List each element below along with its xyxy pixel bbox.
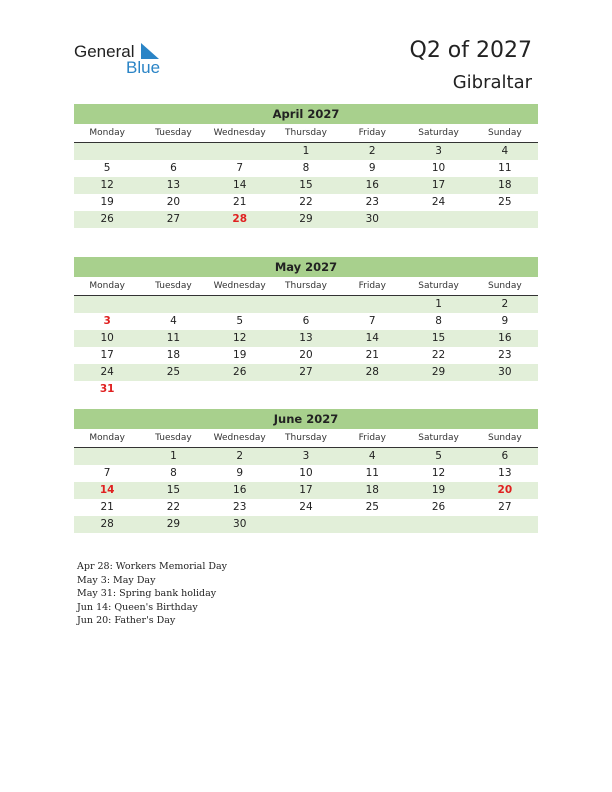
day-cell: 21 <box>365 349 379 361</box>
holiday-note: May 3: May Day <box>77 574 156 586</box>
day-cell: 27 <box>166 213 181 225</box>
day-cell <box>140 296 206 313</box>
day-cell: 18 <box>365 484 379 496</box>
day-cell: 6 <box>302 315 310 327</box>
day-cell: 22 <box>431 349 446 361</box>
weekday-label: Thursday <box>285 281 327 291</box>
day-cell: 29 <box>299 213 313 225</box>
day-cell: 3 <box>103 315 111 327</box>
day-cell: 3 <box>435 145 442 157</box>
day-cell: 19 <box>233 349 247 361</box>
day-cell: 8 <box>435 315 442 327</box>
weekday-label: Monday <box>89 128 125 138</box>
week-row <box>74 177 538 194</box>
day-cell: 23 <box>498 349 512 361</box>
day-cell <box>140 143 206 160</box>
day-cell: 6 <box>501 450 509 462</box>
page-title: Q2 of 2027 <box>409 38 532 63</box>
day-cell: 3 <box>302 450 310 462</box>
day-cell: 24 <box>299 501 313 513</box>
day-cell: 16 <box>498 332 512 344</box>
day-cell <box>74 448 140 465</box>
logo-blue-text: Blue <box>126 58 161 77</box>
weekday-header-row <box>74 430 538 448</box>
day-cell: 12 <box>233 332 247 344</box>
month-june <box>74 409 538 533</box>
weekday-label: Thursday <box>285 128 327 138</box>
weekday-label: Saturday <box>418 128 459 138</box>
day-cell <box>273 381 339 398</box>
weekday-label: Tuesday <box>155 128 192 138</box>
day-cell: 18 <box>166 349 181 361</box>
month-april <box>74 104 538 228</box>
week-row <box>74 482 538 499</box>
day-cell: 26 <box>431 501 446 513</box>
week-row <box>74 448 538 465</box>
day-cell: 12 <box>100 179 114 191</box>
day-cell: 9 <box>236 467 244 479</box>
day-cell: 15 <box>431 332 446 344</box>
day-cell: 25 <box>365 501 379 513</box>
day-cell: 23 <box>233 501 247 513</box>
day-cell: 20 <box>299 349 313 361</box>
weekday-label: Sunday <box>487 281 522 291</box>
day-cell: 27 <box>498 501 512 513</box>
weekday-label: Friday <box>358 128 386 138</box>
day-cell: 7 <box>103 467 111 479</box>
logo-triangle-icon <box>141 43 159 59</box>
day-cell: 2 <box>368 145 376 157</box>
day-cell: 19 <box>431 484 446 496</box>
day-cell: 2 <box>236 450 244 462</box>
day-cell: 1 <box>435 298 442 310</box>
weekday-label: Saturday <box>418 433 459 443</box>
day-cell: 26 <box>100 213 114 225</box>
day-cell <box>472 516 538 533</box>
weekday-label: Wednesday <box>213 433 266 443</box>
day-cell: 20 <box>497 484 513 496</box>
day-cell <box>273 296 339 313</box>
day-cell: 10 <box>100 332 114 344</box>
day-cell: 8 <box>302 162 310 174</box>
day-cell <box>339 381 405 398</box>
day-cell <box>74 143 140 160</box>
day-cell: 5 <box>236 315 244 327</box>
week-row <box>74 330 538 347</box>
month-title: June 2027 <box>74 409 538 429</box>
day-cell: 15 <box>166 484 181 496</box>
day-cell: 13 <box>166 179 181 191</box>
day-cell: 24 <box>431 196 446 208</box>
day-cell <box>405 211 471 228</box>
week-row <box>74 465 538 482</box>
week-row <box>74 194 538 211</box>
week-row <box>74 499 538 516</box>
holiday-note: May 31: Spring bank holiday <box>77 588 217 599</box>
week-row <box>74 313 538 330</box>
day-cell: 1 <box>170 450 177 462</box>
day-cell: 4 <box>368 450 376 462</box>
day-cell: 13 <box>498 467 512 479</box>
weekday-label: Sunday <box>487 433 522 443</box>
day-cell: 24 <box>100 366 114 378</box>
weekday-label: Sunday <box>487 128 522 138</box>
day-cell: 28 <box>365 366 379 378</box>
day-cell: 30 <box>233 518 247 530</box>
day-cell: 15 <box>299 179 313 191</box>
day-cell <box>74 296 140 313</box>
weekday-label: Tuesday <box>155 281 192 291</box>
day-cell: 25 <box>498 196 512 208</box>
day-cell: 11 <box>166 332 181 344</box>
day-cell: 28 <box>100 518 114 530</box>
month-may <box>74 257 538 398</box>
day-cell <box>207 296 273 313</box>
day-cell <box>207 143 273 160</box>
day-cell: 29 <box>431 366 446 378</box>
country-name: Gibraltar <box>452 72 532 93</box>
day-cell <box>273 516 339 533</box>
day-cell <box>207 381 273 398</box>
weekday-label: Saturday <box>418 281 459 291</box>
day-cell: 12 <box>431 467 446 479</box>
day-cell: 5 <box>435 450 442 462</box>
day-cell: 28 <box>232 213 248 225</box>
day-cell: 9 <box>501 315 509 327</box>
day-cell: 11 <box>498 162 512 174</box>
day-cell: 22 <box>299 196 313 208</box>
day-cell: 23 <box>365 196 379 208</box>
week-row <box>74 160 538 177</box>
day-cell: 14 <box>233 179 247 191</box>
weekday-label: Monday <box>89 281 125 291</box>
day-cell: 26 <box>233 366 247 378</box>
day-cell: 9 <box>368 162 376 174</box>
day-cell: 31 <box>99 383 115 395</box>
month-title: April 2027 <box>74 104 538 124</box>
holiday-note: Jun 14: Queen's Birthday <box>77 601 198 613</box>
holiday-note: Jun 20: Father's Day <box>77 615 176 626</box>
day-cell: 4 <box>170 315 177 327</box>
day-cell: 27 <box>299 366 313 378</box>
day-cell: 21 <box>100 501 114 513</box>
day-cell <box>472 381 538 398</box>
day-cell: 29 <box>166 518 181 530</box>
day-cell: 7 <box>368 315 376 327</box>
day-cell: 25 <box>166 366 181 378</box>
weekday-label: Thursday <box>285 433 327 443</box>
day-cell: 7 <box>236 162 244 174</box>
weekday-label: Monday <box>89 433 125 443</box>
day-cell: 14 <box>99 484 115 496</box>
day-cell <box>472 211 538 228</box>
day-cell <box>405 516 471 533</box>
day-cell: 16 <box>233 484 247 496</box>
week-row <box>74 381 538 398</box>
day-cell: 10 <box>431 162 446 174</box>
day-cell: 19 <box>100 196 114 208</box>
day-cell: 5 <box>103 162 111 174</box>
weekday-label: Friday <box>358 281 386 291</box>
day-cell <box>405 381 471 398</box>
week-row <box>74 347 538 364</box>
day-cell: 13 <box>299 332 313 344</box>
day-cell: 21 <box>233 196 247 208</box>
month-title: May 2027 <box>74 257 538 277</box>
holiday-notes <box>77 560 227 628</box>
day-cell: 17 <box>431 179 446 191</box>
week-row <box>74 516 538 533</box>
day-cell: 4 <box>501 145 509 157</box>
weekday-label: Wednesday <box>213 281 266 291</box>
weekday-header-row <box>74 125 538 143</box>
weekday-header-row <box>74 278 538 296</box>
week-row <box>74 296 538 313</box>
day-cell <box>339 516 405 533</box>
day-cell: 30 <box>365 213 379 225</box>
week-row <box>74 364 538 381</box>
day-cell: 20 <box>166 196 181 208</box>
day-cell <box>140 381 206 398</box>
day-cell: 6 <box>170 162 177 174</box>
day-cell: 14 <box>365 332 379 344</box>
day-cell <box>339 296 405 313</box>
day-cell: 17 <box>299 484 313 496</box>
day-cell: 11 <box>365 467 379 479</box>
day-cell: 1 <box>302 145 310 157</box>
week-row <box>74 211 538 228</box>
logo <box>74 42 161 77</box>
day-cell: 17 <box>100 349 114 361</box>
day-cell: 30 <box>498 366 512 378</box>
weekday-label: Friday <box>358 433 386 443</box>
weekday-label: Wednesday <box>213 128 266 138</box>
day-cell: 18 <box>498 179 512 191</box>
day-cell: 8 <box>170 467 177 479</box>
day-cell: 2 <box>501 298 509 310</box>
logo-general-text: General <box>74 42 135 61</box>
week-row <box>74 143 538 160</box>
day-cell: 22 <box>166 501 181 513</box>
day-cell: 16 <box>365 179 379 191</box>
weekday-label: Tuesday <box>155 433 192 443</box>
day-cell: 10 <box>299 467 313 479</box>
holiday-note: Apr 28: Workers Memorial Day <box>77 561 228 572</box>
